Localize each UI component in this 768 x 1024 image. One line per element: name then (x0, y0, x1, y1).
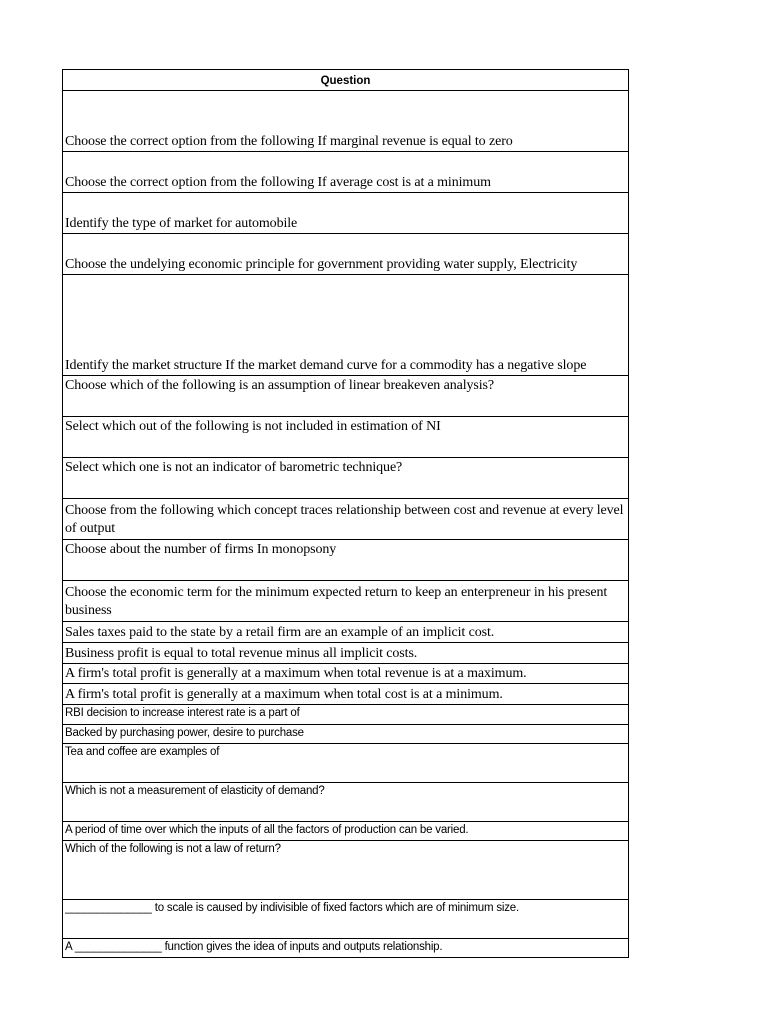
table-row (63, 417, 628, 458)
question-cell[interactable]: A ______________ function gives the idea of inputs and outputs relationship. (65, 941, 443, 953)
table-row (63, 193, 628, 234)
question-cell[interactable]: Choose which of the following is an assumption of linear breakeven analysis? (65, 378, 495, 393)
question-cell[interactable]: Which is not a measurement of elasticity of demand? (65, 785, 325, 797)
question-cell[interactable]: Choose about the number of firms In monopsony (65, 542, 337, 557)
column-header-question[interactable]: Question (320, 75, 371, 87)
table-row (63, 900, 628, 939)
question-cell[interactable]: Sales taxes paid to the state by a retail firm are an example of an implicit cost. (65, 625, 495, 640)
table-row (63, 664, 628, 684)
question-cell[interactable]: A firm's total profit is generally at a maximum when total cost is at a minimum. (65, 687, 503, 702)
table-row (63, 458, 628, 499)
question-cell[interactable]: Choose the correct option from the following If marginal revenue is equal to zero (65, 134, 513, 149)
table-row (63, 91, 628, 152)
question-cell[interactable]: Which of the following is not a law of return? (65, 843, 281, 855)
question-cell[interactable]: Choose the correct option from the following If average cost is at a minimum (65, 175, 491, 190)
table-row (63, 234, 628, 275)
table-row (63, 705, 628, 725)
table-row (63, 275, 628, 376)
table-row (63, 783, 628, 822)
table-row (63, 684, 628, 705)
table-row (63, 939, 628, 958)
table-row (63, 643, 628, 664)
question-cell[interactable]: A period of time over which the inputs of all the factors of production can be varied. (65, 824, 469, 836)
table-row (63, 725, 628, 744)
question-cell[interactable]: Backed by purchasing power, desire to purchase (65, 727, 304, 739)
question-cell[interactable]: Business profit is equal to total revenue minus all implicit costs. (65, 646, 418, 661)
table-row (63, 822, 628, 841)
question-table (62, 69, 629, 958)
table-row (63, 540, 628, 581)
table-row (63, 152, 628, 193)
table-row (63, 744, 628, 783)
question-cell[interactable]: RBI decision to increase interest rate is a part of (65, 707, 300, 719)
question-cell[interactable]: Select which out of the following is not included in estimation of NI (65, 419, 441, 434)
question-cell[interactable]: Select which one is not an indicator of barometric technique? (65, 460, 403, 475)
question-cell[interactable]: Choose from the following which concept traces relationship between cost and revenue at every level of output (65, 503, 624, 536)
table-row (63, 581, 628, 622)
table-row (63, 841, 628, 900)
table-row (63, 622, 628, 643)
question-cell[interactable]: Identify the type of market for automobile (65, 216, 298, 231)
header-row (63, 70, 628, 91)
question-cell[interactable]: Choose the economic term for the minimum expected return to keep an enterpreneur in his present business (65, 585, 608, 618)
question-cell[interactable]: ______________ to scale is caused by indivisible of fixed factors which are of minimum size. (65, 902, 519, 914)
question-cell[interactable]: Choose the undelying economic principle for government providing water supply, Electricity (65, 257, 578, 272)
table-row (63, 376, 628, 417)
question-cell[interactable]: Tea and coffee are examples of (65, 746, 220, 758)
question-cell[interactable]: Identify the market structure If the market demand curve for a commodity has a negative slope (65, 358, 587, 373)
table-row (63, 499, 628, 540)
question-cell[interactable]: A firm's total profit is generally at a maximum when total revenue is at a maximum. (65, 666, 527, 681)
